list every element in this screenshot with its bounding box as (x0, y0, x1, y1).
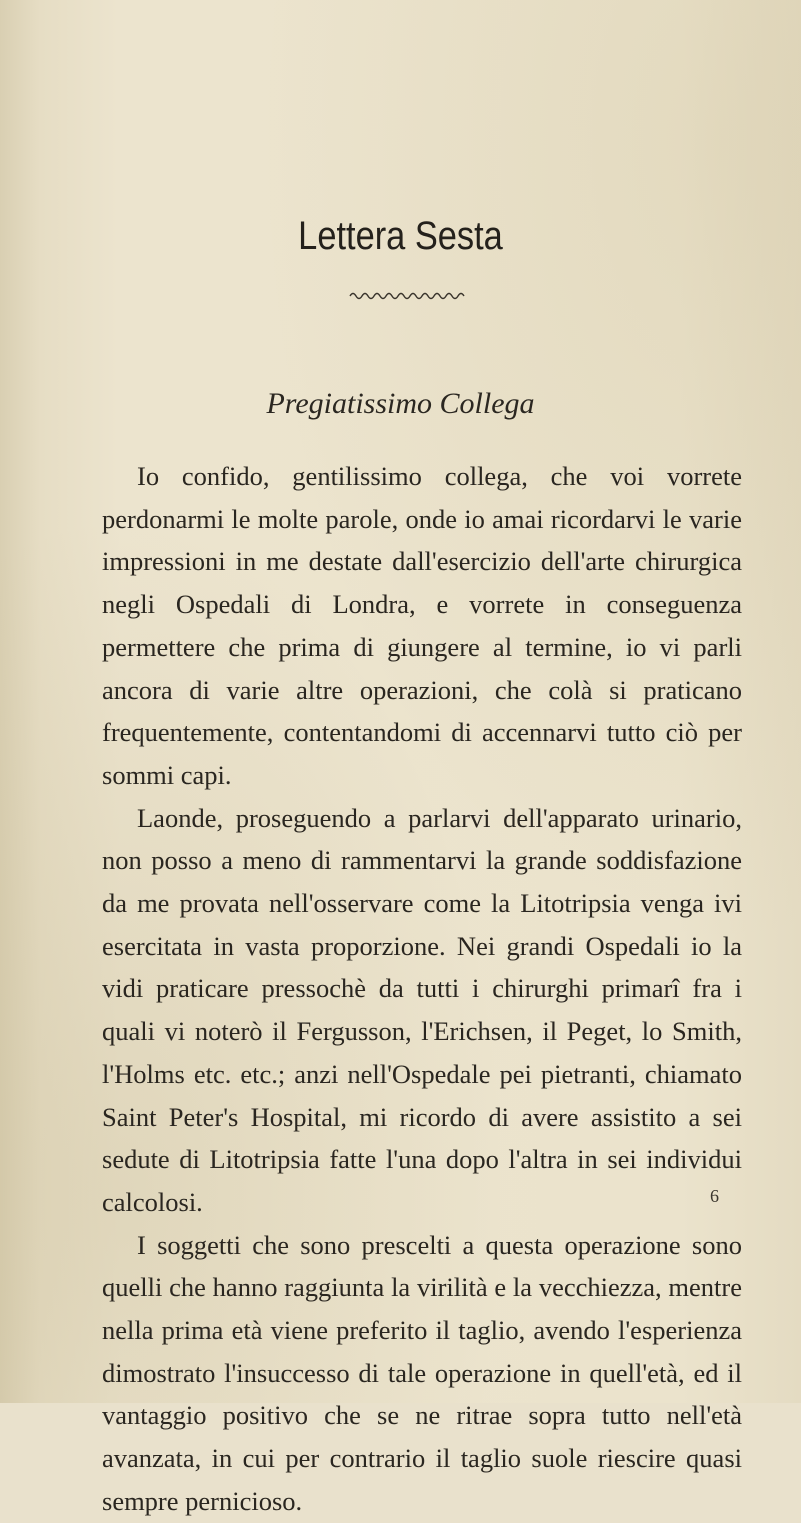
paragraph: Laonde, proseguendo a parlarvi dell'apparato urinario, non posso a meno di rammentarvi la grande soddisfazione da me provata nell'osservare come la Litotripsia venga ivi esercitata in vasta proporzione. Nei grandi Ospedali io la vidi praticare pressochè da tutti i chirurghi primarî fra i quali vi noterò il Fergusson, l'Erichsen, il Peget, lo Smith, l'Holms etc. etc.; anzi nell'Ospedale pei pietranti, chiamato Saint Peter's Hospital, mi ricordo di avere assistito a sei sedute di Litotripsia fatte l'una dopo l'altra in sei individui calcolosi. (102, 802, 742, 1217)
salutation: Pregiatissimo Collega (266, 387, 535, 420)
chapter-title: Lettera Sesta (298, 214, 503, 258)
paragraph: I soggetti che sono prescelti a questa operazione sono quelli che hanno raggiunta la virilità e la vecchiezza, mentre nella prima età viene preferito il taglio, avendo l'esperienza dimostrato l'insuccesso di tale operazione in quell'età, ed il vantaggio positivo che se ne ritrae sopra tutto nell'età avanzata, in cui per contrario il taglio suole riescire quasi sempre pernicioso. (102, 1229, 742, 1516)
signature-mark: 6 (710, 1186, 719, 1206)
wavy-rule-ornament (348, 290, 468, 302)
paragraph: Io confido, gentilissimo collega, che voi vorrete perdonarmi le molte parole, onde io amai ricordarvi le varie impressioni in me destate dall'esercizio dell'arte chirurgica negli Ospedali di Londra, e vorrete in conseguenza permettere che prima di giungere al termine, io vi parli ancora di varie altre operazioni, che colà si praticano frequentemente, contentandomi di accennarvi tutto ciò per sommi capi. (102, 461, 742, 790)
letter-body (102, 455, 742, 1523)
